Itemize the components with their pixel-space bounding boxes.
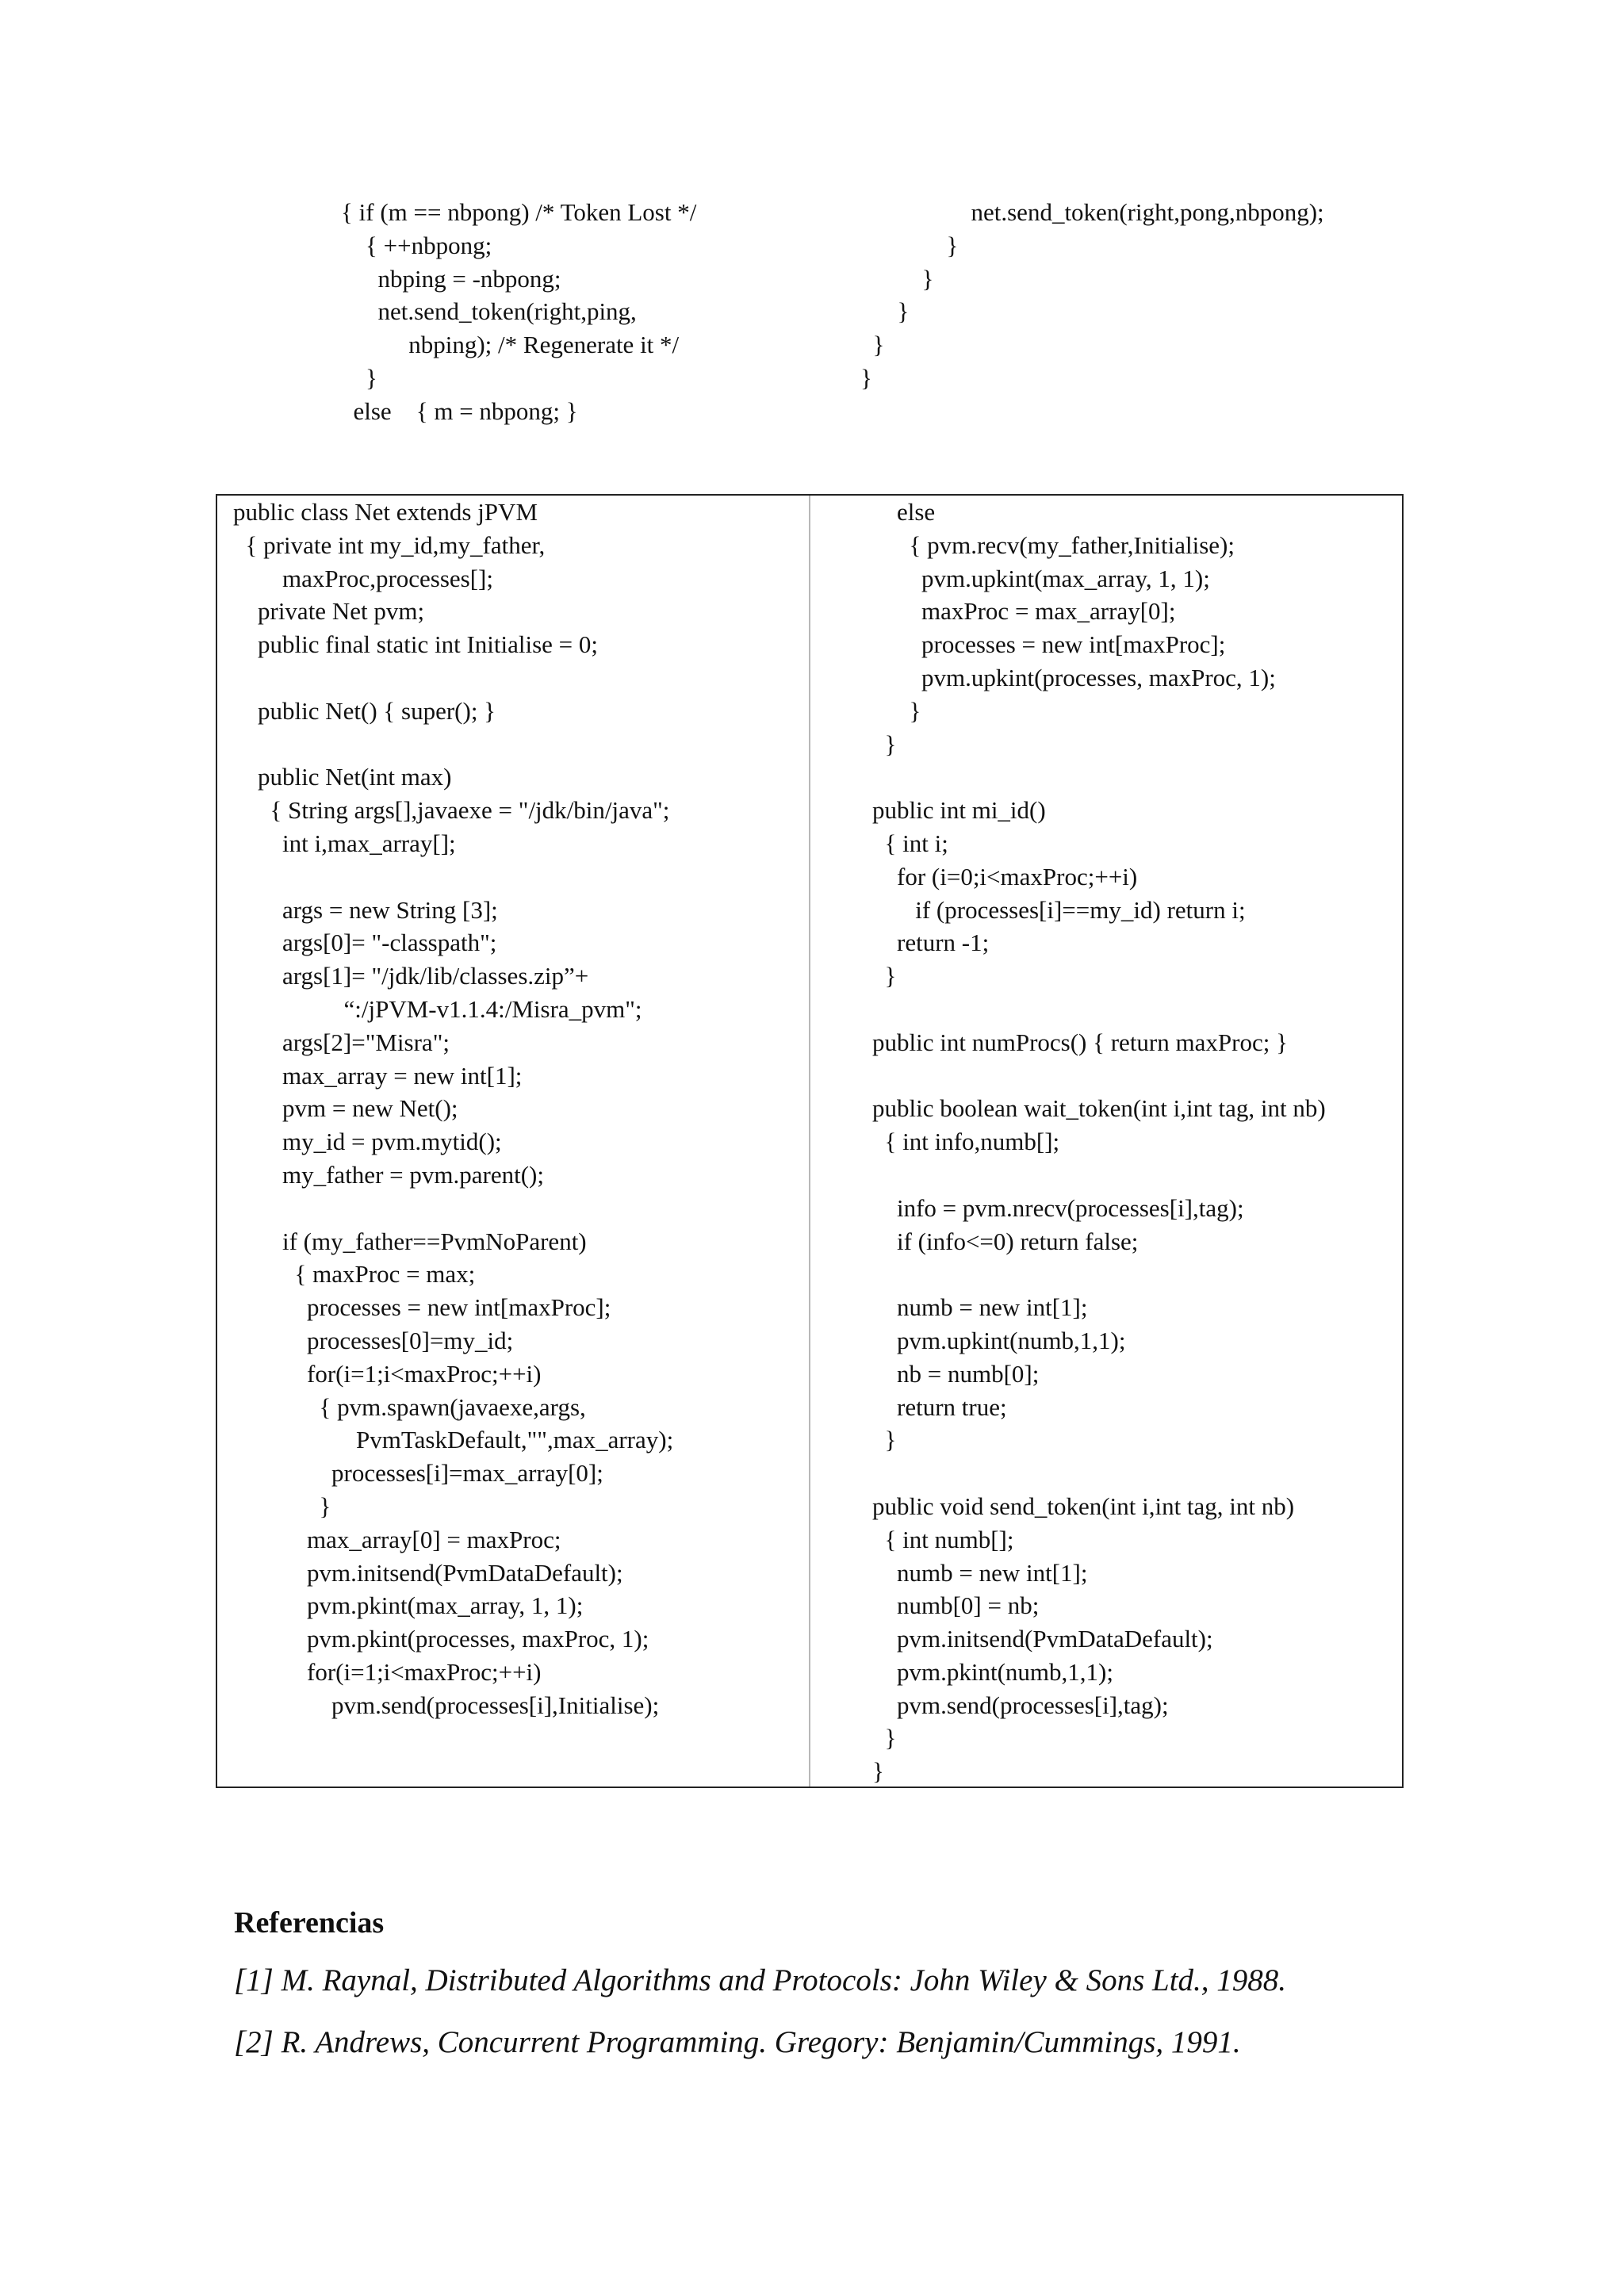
code-fragment-token-lost: { if (m == nbpong) /* Token Lost */ { ++nbpong; nbping = -nbpong; net.send_token(right,ping, nbping); /* Regenerate it */ } else { m = nbpong; } [341,198,697,425]
reference-item: [1] M. Raynal, Distributed Algorithms and Protocols: John Wiley & Sons Ltd., 1988. [234,1963,1287,1997]
net-class-code-listing [216,494,1404,1788]
code-fragment-send-token-pong: net.send_token(right,pong,nbpong); } } } } } [860,198,1324,392]
code-column-right: else { pvm.recv(my_father,Initialise); pvm.upkint(max_array, 1, 1); maxProc = max_array[0]; processes = new int[maxProc]; pvm.upkint(processes, maxProc, 1); } } public int mi_id() { int i; for (i=0;i<maxProc;++i) if (processes[i]==my_id) return i; return -1; } public int numProcs() { return maxProc; } public boolean wait_token(int i,int tag, int nb) { int info,numb[]; info = pvm.nrecv(processes[i],tag); if (info<=0) return false; numb = new int[1]; pvm.upkint(numb,1,1); nb = numb[0]; return true; } public void send_token(int i,int tag, int nb) { int numb[]; numb = new int[1]; numb[0] = nb; pvm.initsend(PvmDataDefault); pvm.pkint(numb,1,1); pvm.send(processes[i],tag); } } [872,498,1326,1786]
references-section [234,1903,1423,2084]
code-column-left: public class Net extends jPVM { private int my_id,my_father, maxProc,processes[]; private Net pvm; public final static int Initialise = 0; public Net() { super(); } public Net(int max) { String args[],javaexe = "/jdk/bin/java"; int i,max_array[]; args = new String [3]; args[0]= "-classpath"; args[1]= "/jdk/lib/classes.zip”+ “:/jPVM-v1.1.4:/Misra_pvm"; args[2]="Misra"; max_array = new int[1]; pvm = new Net(); my_id = pvm.mytid(); my_father = pvm.parent(); if (my_father==PvmNoParent) { maxProc = max; processes = new int[maxProc]; processes[0]=my_id; for(i=1;i<maxProc;++i) { pvm.spawn(javaexe,args, PvmTaskDefault,"",max_array); processes[i]=max_array[0]; } max_array[0] = maxProc; pvm.initsend(PvmDataDefault); pvm.pkint(max_array, 1, 1); pvm.pkint(processes, maxProc, 1); for(i=1;i<maxProc;++i) pvm.send(processes[i],Initialise); [233,498,674,1719]
references-heading: Referencias [234,1906,385,1940]
column-divider [809,496,810,1787]
reference-item: [2] R. Andrews, Concurrent Programming. Gregory: Benjamin/Cummings, 1991. [234,2025,1241,2059]
